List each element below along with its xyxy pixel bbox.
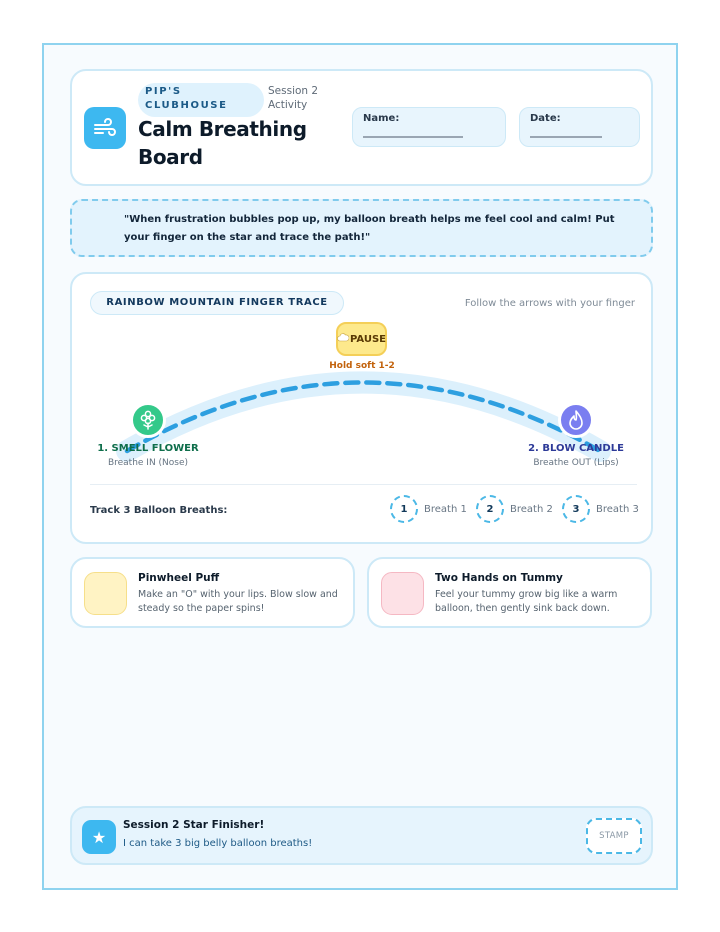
- pause-marker: [336, 322, 387, 356]
- tip-body: Feel your tummy grow big like a warm balloon, then gently sink back down.: [435, 589, 618, 614]
- breath-checkbox-2[interactable]: [476, 494, 553, 524]
- breath-label: Breath 1: [424, 503, 467, 515]
- quote-box: [70, 199, 653, 257]
- tip-title: Pinwheel Puff: [138, 572, 220, 584]
- quote-text: "When frustration bubbles pop up, my balloon breath helps me feel cool and calm! Put your finger on the star and trace the path!": [124, 214, 615, 243]
- finisher-card: [70, 806, 653, 865]
- finisher-title: Session 2 Star Finisher!: [123, 819, 265, 831]
- name-field[interactable]: [352, 107, 506, 147]
- flame-icon: [558, 402, 594, 438]
- pause-sub: Hold soft 1-2: [329, 361, 395, 371]
- breath-checkbox-3[interactable]: [562, 494, 639, 524]
- header-card: [70, 69, 653, 186]
- tip-title: Two Hands on Tummy: [435, 572, 563, 584]
- divider: [90, 484, 637, 485]
- tip-body: Make an "O" with your lips. Blow slow and steady so the paper spins!: [138, 589, 338, 614]
- breath-checkbox-1[interactable]: [390, 494, 467, 524]
- end-step-title: 2. BLOW CANDLE: [528, 443, 624, 454]
- club-badge: PIP'S CLUBHOUSE: [138, 83, 264, 117]
- name-write-line[interactable]: [363, 136, 463, 138]
- name-label: Name:: [363, 113, 400, 124]
- tip-card-tummy: [367, 557, 652, 628]
- start-step-title: 1. SMELL FLOWER: [97, 443, 199, 454]
- trace-card: [70, 272, 653, 544]
- start-step-sub: Breathe IN (Nose): [107, 458, 189, 468]
- breath-tracker-label: Track 3 Balloon Breaths:: [90, 505, 228, 516]
- tip-color-swatch: [381, 572, 424, 615]
- tip-color-swatch: [84, 572, 127, 615]
- trace-hint: Follow the arrows with your finger: [464, 298, 635, 309]
- stamp-box[interactable]: STAMP: [586, 818, 642, 854]
- breath-number[interactable]: 3: [562, 495, 590, 523]
- pause-label: PAUSE: [350, 333, 386, 345]
- cloud-icon: [337, 333, 349, 345]
- activity-sheet: [42, 43, 678, 890]
- finisher-sub: I can take 3 big belly balloon breaths!: [123, 838, 313, 849]
- breath-label: Breath 3: [596, 503, 639, 515]
- date-label: Date:: [530, 113, 561, 124]
- trace-title: RAINBOW MOUNTAIN FINGER TRACE: [90, 291, 344, 315]
- flower-icon: [130, 402, 166, 438]
- date-field[interactable]: [519, 107, 640, 147]
- breath-number[interactable]: 2: [476, 495, 504, 523]
- breath-label: Breath 2: [510, 503, 553, 515]
- wind-icon: [84, 107, 126, 149]
- end-step-sub: Breathe OUT (Lips): [533, 458, 619, 468]
- date-write-line[interactable]: [530, 136, 602, 138]
- star-icon: ★: [82, 820, 116, 854]
- session-label: Session 2 Activity: [268, 85, 319, 111]
- page-title: Calm Breathing Board: [138, 117, 307, 169]
- breath-number[interactable]: 1: [390, 495, 418, 523]
- tip-card-pinwheel: [70, 557, 355, 628]
